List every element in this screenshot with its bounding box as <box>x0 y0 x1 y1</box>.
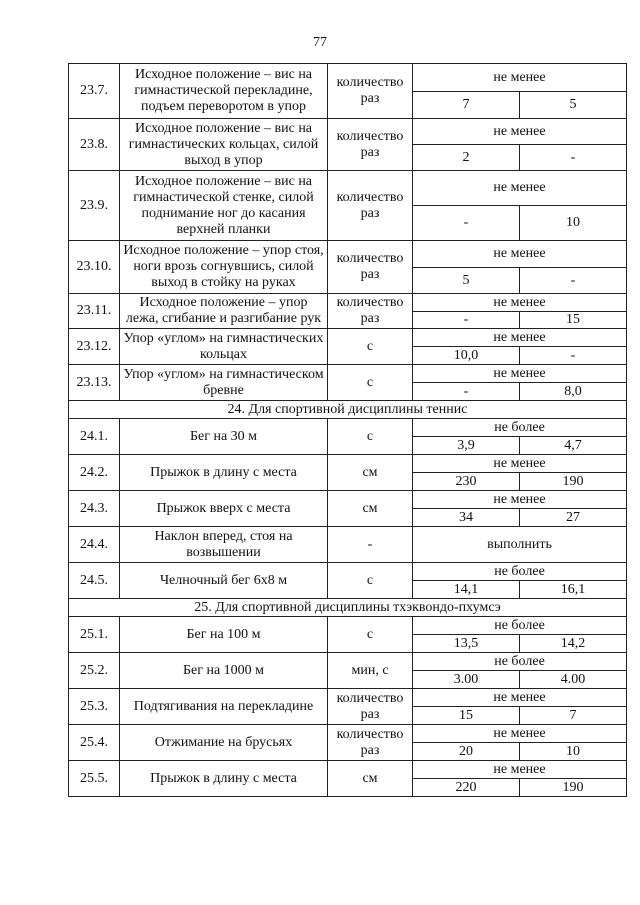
row-number: 23.13. <box>69 365 120 401</box>
value-column-2: 8,0 <box>520 383 627 401</box>
condition-label: не менее <box>413 171 627 206</box>
exercise-name: Исходное положение – вис на гимнастической стенке, силой поднимание ног до касания верхней планки <box>120 171 328 241</box>
value-column-2: 15 <box>520 312 627 329</box>
value-column-2: 27 <box>520 509 627 527</box>
value-column-2: 10 <box>520 206 627 241</box>
table-row <box>69 171 627 206</box>
row-number: 25.3. <box>69 689 120 725</box>
row-number: 23.8. <box>69 119 120 171</box>
page-number: 77 <box>313 35 327 50</box>
unit-of-measure: см <box>328 761 413 797</box>
table-row <box>69 491 627 509</box>
value-column-2: - <box>520 145 627 171</box>
unit-of-measure: с <box>328 617 413 653</box>
exercise-name: Исходное положение – упор стоя, ноги врозь согнувшись, силой выход в стойку на руках <box>120 241 328 294</box>
condition-label: не менее <box>413 689 627 707</box>
value-column-2: 4.00 <box>520 671 627 689</box>
value-column-2: 14,2 <box>520 635 627 653</box>
row-number: 24.3. <box>69 491 120 527</box>
value-column-2: - <box>520 268 627 294</box>
exercise-name: Бег на 100 м <box>120 617 328 653</box>
table-row <box>69 689 627 707</box>
unit-of-measure: с <box>328 563 413 599</box>
value-column-2: 4,7 <box>520 437 627 455</box>
value-column-1: 7 <box>413 92 520 119</box>
condition-label: не менее <box>413 241 627 268</box>
section-title: 25. Для спортивной дисциплины тхэквондо-пхумсэ <box>69 599 627 617</box>
value-column-1: 3.00 <box>413 671 520 689</box>
condition-label: не более <box>413 563 627 581</box>
table-row <box>69 725 627 743</box>
row-number: 25.5. <box>69 761 120 797</box>
unit-of-measure: мин, с <box>328 653 413 689</box>
norms-table-body <box>69 64 627 797</box>
table-row <box>69 653 627 671</box>
value-column-2: 190 <box>520 473 627 491</box>
table-row <box>69 294 627 312</box>
exercise-name: Бег на 30 м <box>120 419 328 455</box>
exercise-name: Исходное положение – вис на гимнастической перекладине, подъем переворотом в упор <box>120 64 328 119</box>
value-column-1: 34 <box>413 509 520 527</box>
exercise-name: Прыжок в длину с места <box>120 761 328 797</box>
unit-of-measure: количество раз <box>328 294 413 329</box>
condition-label: не более <box>413 419 627 437</box>
unit-of-measure: количество раз <box>328 241 413 294</box>
value-column-1: 220 <box>413 779 520 797</box>
table-row <box>69 419 627 437</box>
table-row <box>69 617 627 635</box>
value-column-2: 10 <box>520 743 627 761</box>
exercise-name: Прыжок вверх с места <box>120 491 328 527</box>
exercise-name: Исходное положение – упор лежа, сгибание и разгибание рук <box>120 294 328 329</box>
exercise-name: Бег на 1000 м <box>120 653 328 689</box>
section-title: 24. Для спортивной дисциплины теннис <box>69 401 627 419</box>
table-row <box>69 455 627 473</box>
condition-label: не менее <box>413 64 627 92</box>
exercise-name: Наклон вперед, стоя на возвышении <box>120 527 328 563</box>
table-row <box>69 365 627 383</box>
exercise-name: Упор «углом» на гимнастическом бревне <box>120 365 328 401</box>
row-number: 25.1. <box>69 617 120 653</box>
table-row <box>69 563 627 581</box>
value-column-1: - <box>413 312 520 329</box>
value-column-1: - <box>413 383 520 401</box>
value-column-1: 13,5 <box>413 635 520 653</box>
table-row <box>69 329 627 347</box>
value-column-1: 3,9 <box>413 437 520 455</box>
unit-of-measure: количество раз <box>328 725 413 761</box>
section-header-row <box>69 401 627 419</box>
exercise-name: Исходное положение – вис на гимнастических кольцах, силой выход в упор <box>120 119 328 171</box>
value-column-1: 10,0 <box>413 347 520 365</box>
unit-of-measure: с <box>328 329 413 365</box>
value-column-1: - <box>413 206 520 241</box>
value-column-2: 7 <box>520 707 627 725</box>
table-row <box>69 527 627 545</box>
condition-label: не менее <box>413 491 627 509</box>
section-header-row <box>69 599 627 617</box>
condition-label: не менее <box>413 365 627 383</box>
condition-label: не более <box>413 653 627 671</box>
row-number: 24.1. <box>69 419 120 455</box>
exercise-name: Челночный бег 6х8 м <box>120 563 328 599</box>
exercise-name: Отжимание на брусьях <box>120 725 328 761</box>
row-number: 23.10. <box>69 241 120 294</box>
condition-label: не менее <box>413 294 627 312</box>
row-number: 24.4. <box>69 527 120 563</box>
value-column-1: 15 <box>413 707 520 725</box>
table-row <box>69 64 627 92</box>
value-column-2: 190 <box>520 779 627 797</box>
norms-table <box>68 63 627 797</box>
unit-of-measure: количество раз <box>328 171 413 241</box>
unit-of-measure: количество раз <box>328 119 413 171</box>
row-number: 24.2. <box>69 455 120 491</box>
value-column-2: 5 <box>520 92 627 119</box>
condition-label: не менее <box>413 761 627 779</box>
row-number: 25.4. <box>69 725 120 761</box>
value-column-2: - <box>520 347 627 365</box>
value-column-1: 20 <box>413 743 520 761</box>
value-column-1: 2 <box>413 145 520 171</box>
value-column-1: 230 <box>413 473 520 491</box>
row-number: 23.11. <box>69 294 120 329</box>
condition-label: не менее <box>413 725 627 743</box>
row-number: 24.5. <box>69 563 120 599</box>
row-number: 25.2. <box>69 653 120 689</box>
exercise-name: Прыжок в длину с места <box>120 455 328 491</box>
row-number: 23.7. <box>69 64 120 119</box>
table-row <box>69 241 627 268</box>
unit-of-measure: с <box>328 419 413 455</box>
row-number: 23.12. <box>69 329 120 365</box>
unit-of-measure: с <box>328 365 413 401</box>
value-column-1: 5 <box>413 268 520 294</box>
unit-of-measure: см <box>328 491 413 527</box>
unit-of-measure: количество раз <box>328 64 413 119</box>
unit-of-measure: количество раз <box>328 689 413 725</box>
table-row <box>69 761 627 779</box>
value-column-2: 16,1 <box>520 581 627 599</box>
value-column-1: 14,1 <box>413 581 520 599</box>
condition-label: не более <box>413 617 627 635</box>
unit-of-measure: - <box>328 527 413 563</box>
condition-label: не менее <box>413 329 627 347</box>
condition-label: не менее <box>413 119 627 145</box>
exercise-name: Упор «углом» на гимнастических кольцах <box>120 329 328 365</box>
table-row <box>69 119 627 145</box>
requirement-value: выполнить <box>413 527 627 563</box>
condition-label: не менее <box>413 455 627 473</box>
row-number: 23.9. <box>69 171 120 241</box>
unit-of-measure: см <box>328 455 413 491</box>
exercise-name: Подтягивания на перекладине <box>120 689 328 725</box>
